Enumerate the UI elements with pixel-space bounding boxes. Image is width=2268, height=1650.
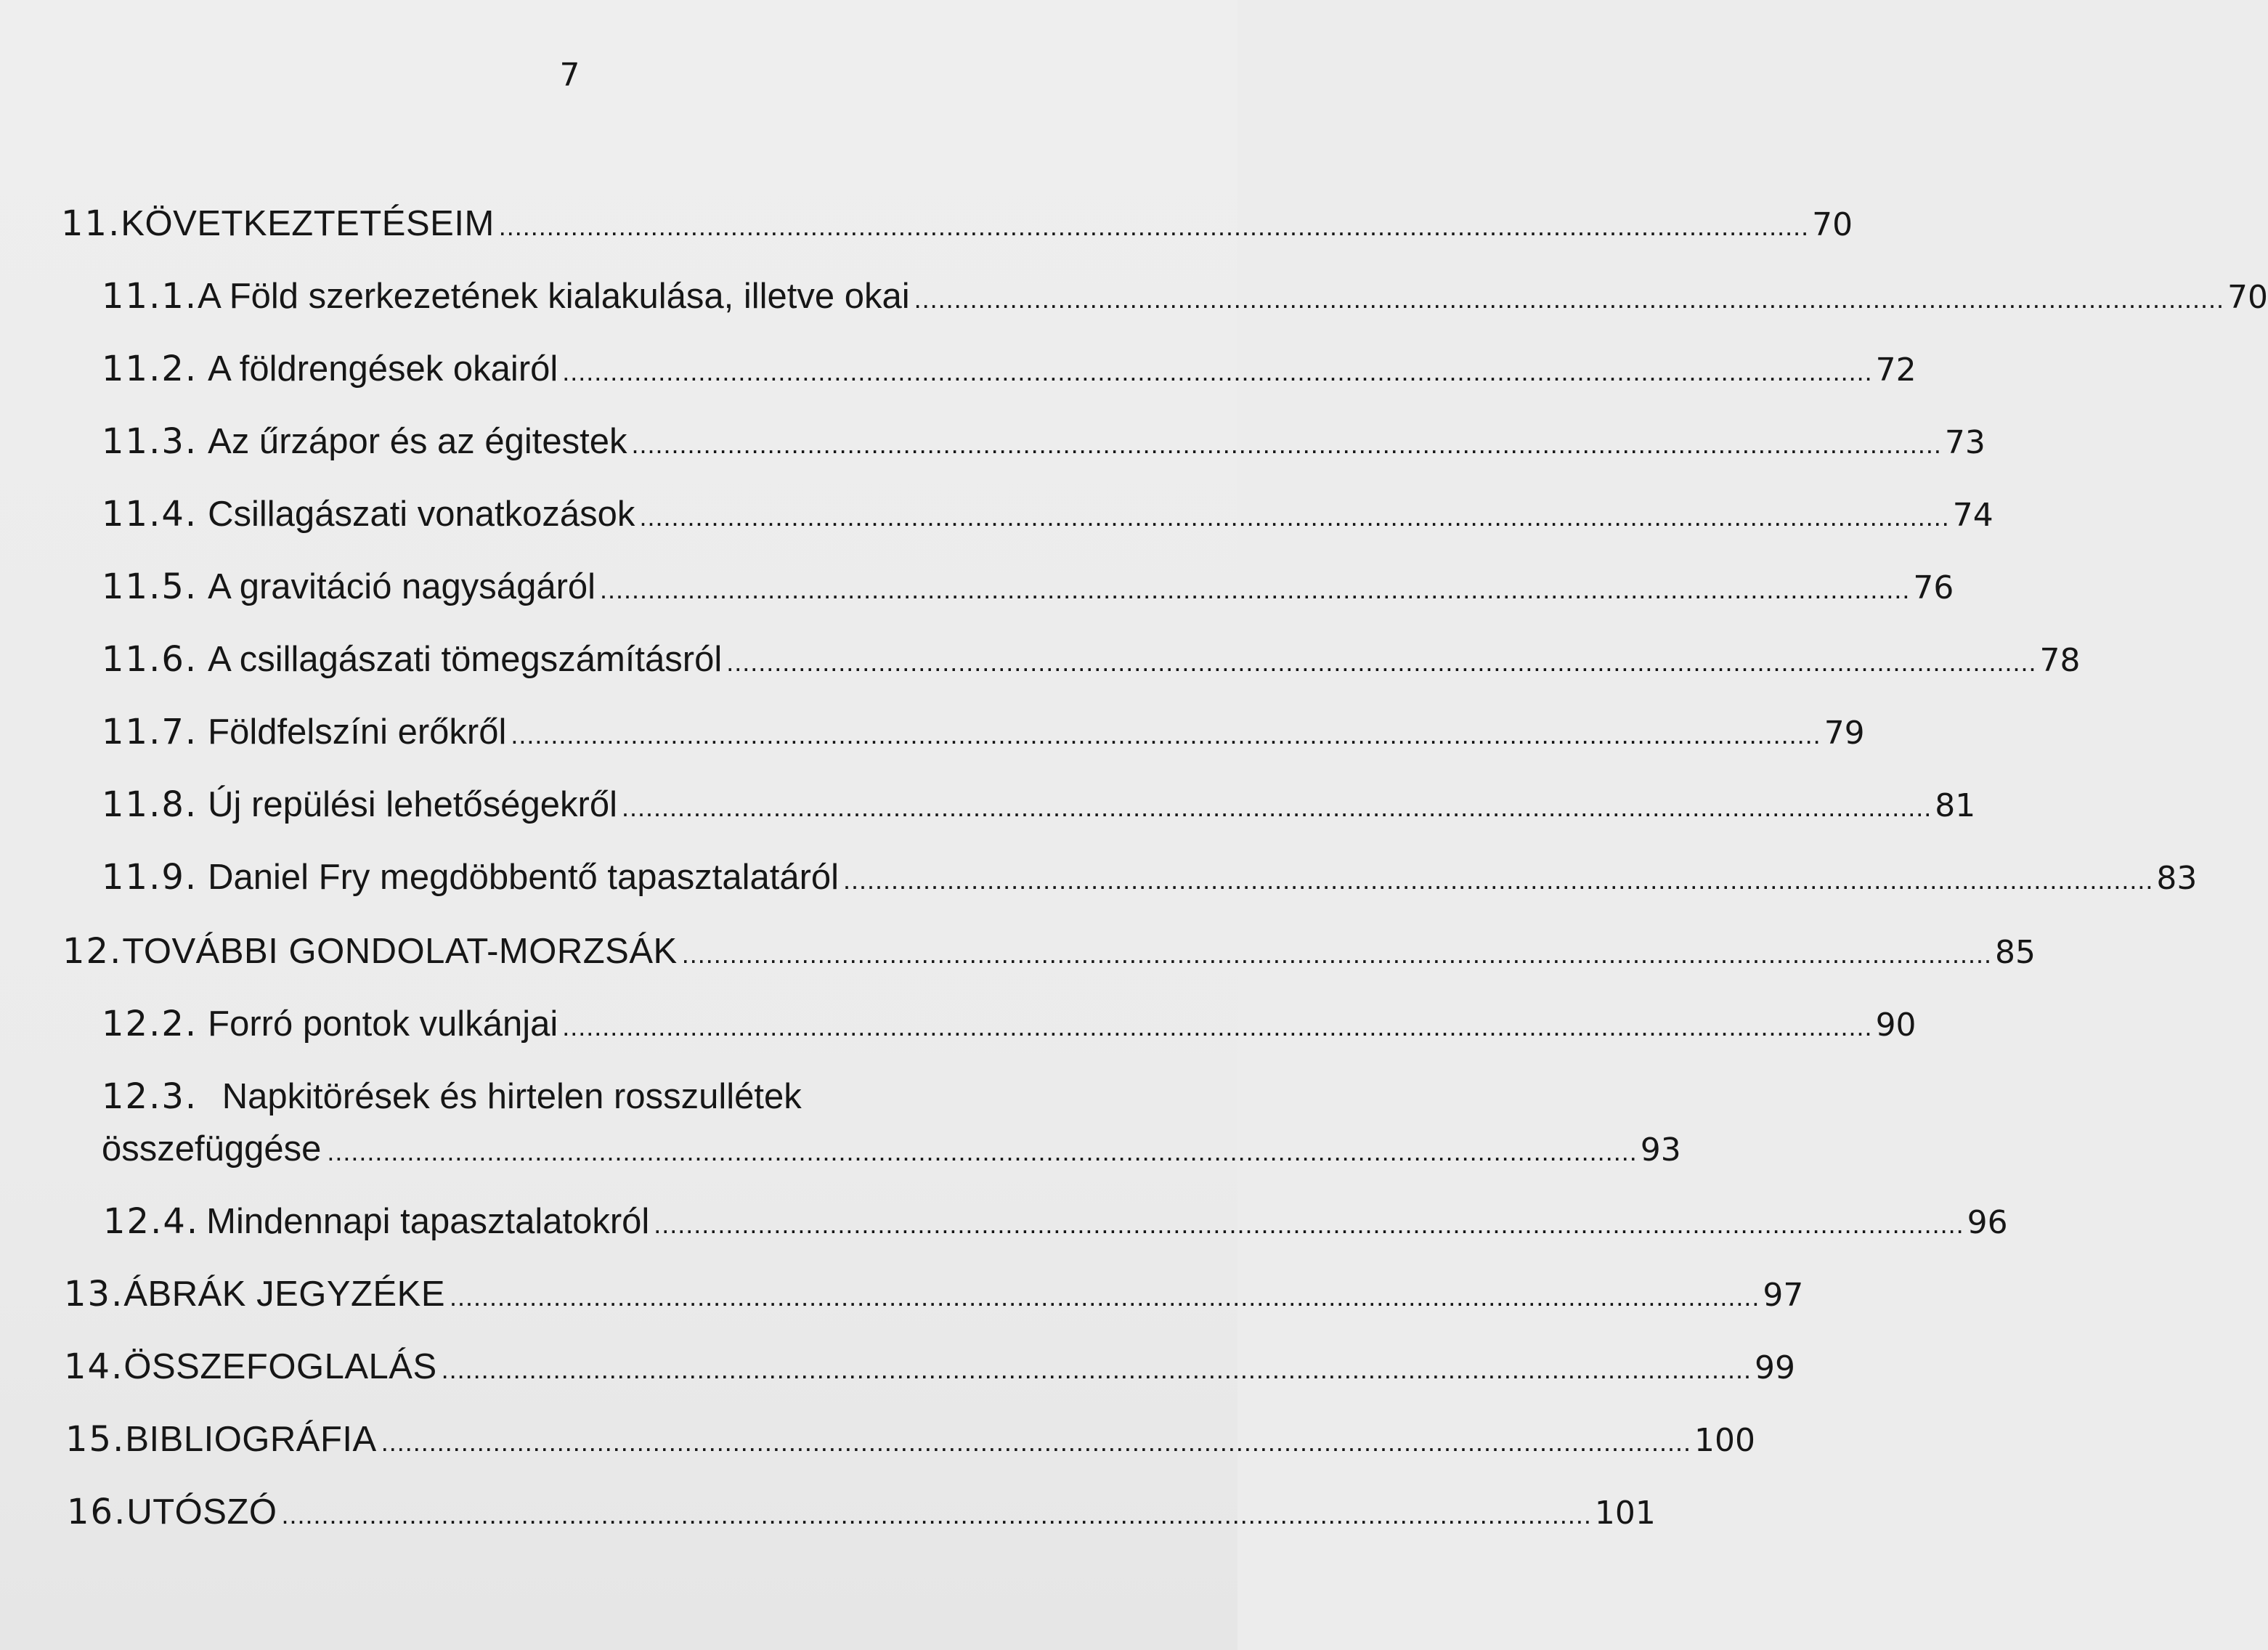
toc-entry-12-2[interactable] — [102, 1002, 1917, 1049]
dot-leader: .................................................................................................................................................................... — [562, 357, 1873, 386]
toc-entry-page: 73 — [1944, 424, 1985, 461]
dot-leader: .................................................................................................................................................................... — [498, 211, 1810, 241]
toc-entry-14[interactable] — [64, 1345, 1795, 1391]
toc-entry-number: 11.5. — [102, 566, 198, 607]
toc-entry-title: Az űrzápor és az égitestek — [208, 422, 627, 461]
toc-entry-page: 97 — [1763, 1277, 1804, 1314]
toc-entry-number: 12. — [62, 931, 123, 972]
dot-leader: .................................................................................................................................................................... — [562, 1012, 1873, 1041]
toc-entry-title: A gravitáció nagyságáról — [208, 567, 596, 606]
toc-entry-page: 101 — [1594, 1495, 1656, 1532]
dot-leader: .................................................................................................................................................................... — [441, 1354, 1752, 1384]
toc-entry-11-8[interactable] — [102, 783, 1976, 829]
dot-leader: .................................................................................................................................................................... — [726, 647, 2037, 677]
dot-leader: .................................................................................................................................................................... — [621, 792, 1932, 822]
dot-leader: .................................................................................................................................................................... — [631, 429, 1942, 459]
toc-entry-number: 14. — [64, 1346, 124, 1387]
toc-entry-11-3[interactable] — [102, 420, 1985, 466]
toc-entry-12-3[interactable] — [102, 1075, 1681, 1174]
toc-entry-number: 12.2. — [102, 1004, 198, 1044]
toc-entry-number: 16. — [67, 1492, 127, 1532]
toc-entry-number: 11.6. — [102, 639, 198, 680]
toc-entry-13[interactable] — [64, 1272, 1804, 1319]
toc-entry-number: 11.9. — [102, 857, 198, 898]
toc-entry-11-2[interactable] — [102, 347, 1917, 394]
toc-entry-second-line — [102, 1127, 1681, 1174]
toc-entry-title-continued: összefüggése — [102, 1129, 322, 1169]
toc-entry-title: A csillagászati tömegszámításról — [208, 640, 723, 679]
toc-entry-title: A földrengések okairól — [208, 349, 558, 389]
page-number: 7 — [559, 57, 581, 94]
toc-entry-11-5[interactable] — [102, 565, 1954, 611]
toc-entry-page: 83 — [2156, 860, 2198, 897]
toc-entry-page: 70 — [2227, 279, 2268, 316]
toc-entry-page: 96 — [1967, 1204, 2008, 1241]
toc-entry-number: 11.2. — [102, 349, 198, 389]
toc-entry-title: Daniel Fry megdöbbentő tapasztalatáról — [208, 858, 840, 897]
toc-entry-title: ÁBRÁK JEGYZÉKE — [123, 1275, 446, 1314]
toc-entry-title: Csillagászati vonatkozások — [208, 495, 635, 534]
toc-entry-12-4[interactable] — [103, 1200, 2008, 1246]
dot-leader: .................................................................................................................................................................... — [843, 865, 2154, 895]
toc-entry-page: 90 — [1875, 1007, 1917, 1044]
toc-entry-11-7[interactable] — [102, 710, 1865, 757]
dot-leader: .................................................................................................................................................................... — [281, 1500, 1592, 1529]
toc-entry-11-9[interactable] — [102, 856, 2198, 902]
toc-entry-number: 11.1. — [102, 276, 198, 317]
toc-entry-page: 85 — [1995, 934, 2036, 971]
toc-entry-number: 15. — [65, 1419, 126, 1460]
toc-entry-number: 13. — [64, 1274, 124, 1314]
dot-leader: .................................................................................................................................................................... — [639, 502, 1950, 532]
toc-entry-15[interactable] — [65, 1418, 1756, 1464]
toc-entry-title: UTÓSZÓ — [126, 1492, 277, 1532]
toc-entry-11-6[interactable] — [102, 638, 2081, 684]
toc-entry-page: 70 — [1812, 206, 1853, 243]
toc-entry-title: ÖSSZEFOGLALÁS — [123, 1347, 437, 1386]
toc-entry-number: 11.7. — [102, 712, 198, 752]
toc-entry-number: 12.4. — [103, 1201, 200, 1242]
toc-entry-title: TOVÁBBI GONDOLAT-MORZSÁK — [122, 932, 678, 971]
toc-entry-page: 78 — [2039, 642, 2081, 679]
toc-entry-number: 11.8. — [102, 784, 198, 825]
toc-entry-11-1[interactable] — [102, 275, 2268, 321]
toc-entry-page: 76 — [1913, 569, 1954, 606]
toc-entry-page: 72 — [1875, 351, 1917, 389]
toc-entry-title: Földfelszíni erőkről — [208, 712, 507, 752]
toc-entry-16[interactable] — [67, 1490, 1656, 1537]
toc-entry-page: 100 — [1694, 1422, 1756, 1459]
dot-leader: .................................................................................................................................................................... — [381, 1427, 1692, 1457]
dot-leader: .................................................................................................................................................................... — [654, 1209, 1964, 1239]
toc-entry-page: 93 — [1640, 1131, 1681, 1169]
toc-entry-number: 11.3. — [102, 421, 198, 462]
toc-entry-title: Napkitörések és hirtelen rosszullétek — [221, 1077, 802, 1116]
toc-entry-page: 81 — [1935, 787, 1976, 824]
toc-entry-page: 99 — [1754, 1349, 1795, 1386]
toc-entry-12[interactable] — [62, 930, 2036, 976]
toc-entry-11[interactable] — [61, 202, 1853, 248]
dot-leader: .................................................................................................................................................................... — [600, 574, 1911, 604]
dot-leader: .................................................................................................................................................................... — [450, 1282, 1760, 1312]
toc-entry-title: BIBLIOGRÁFIA — [125, 1420, 377, 1459]
toc-entry-page: 74 — [1952, 497, 1993, 534]
dot-leader: .................................................................................................................................................................... — [681, 939, 1993, 969]
toc-entry-first-line — [102, 1075, 1091, 1118]
toc-entry-number: 12.3. — [102, 1076, 198, 1117]
toc-entry-page: 79 — [1824, 715, 1865, 752]
toc-entry-number: 11. — [61, 203, 121, 244]
toc-entry-title: Forró pontok vulkánjai — [208, 1004, 558, 1044]
dot-leader: .................................................................................................................................................................... — [511, 720, 1821, 749]
dot-leader: .................................................................................................................................................................... — [327, 1137, 1638, 1166]
toc-entry-11-4[interactable] — [102, 492, 1993, 539]
toc-entry-title: Mindennapi tapasztalatokról — [206, 1202, 650, 1241]
dot-leader: .................................................................................................................................................................... — [914, 284, 2224, 314]
toc-entry-title: A Föld szerkezetének kialakulása, illetve okai — [198, 277, 910, 316]
toc-entry-title: KÖVETKEZTETÉSEIM — [121, 204, 495, 243]
toc-entry-title: Új repülési lehetőségekről — [208, 785, 617, 824]
toc-entry-number: 11.4. — [102, 494, 198, 535]
